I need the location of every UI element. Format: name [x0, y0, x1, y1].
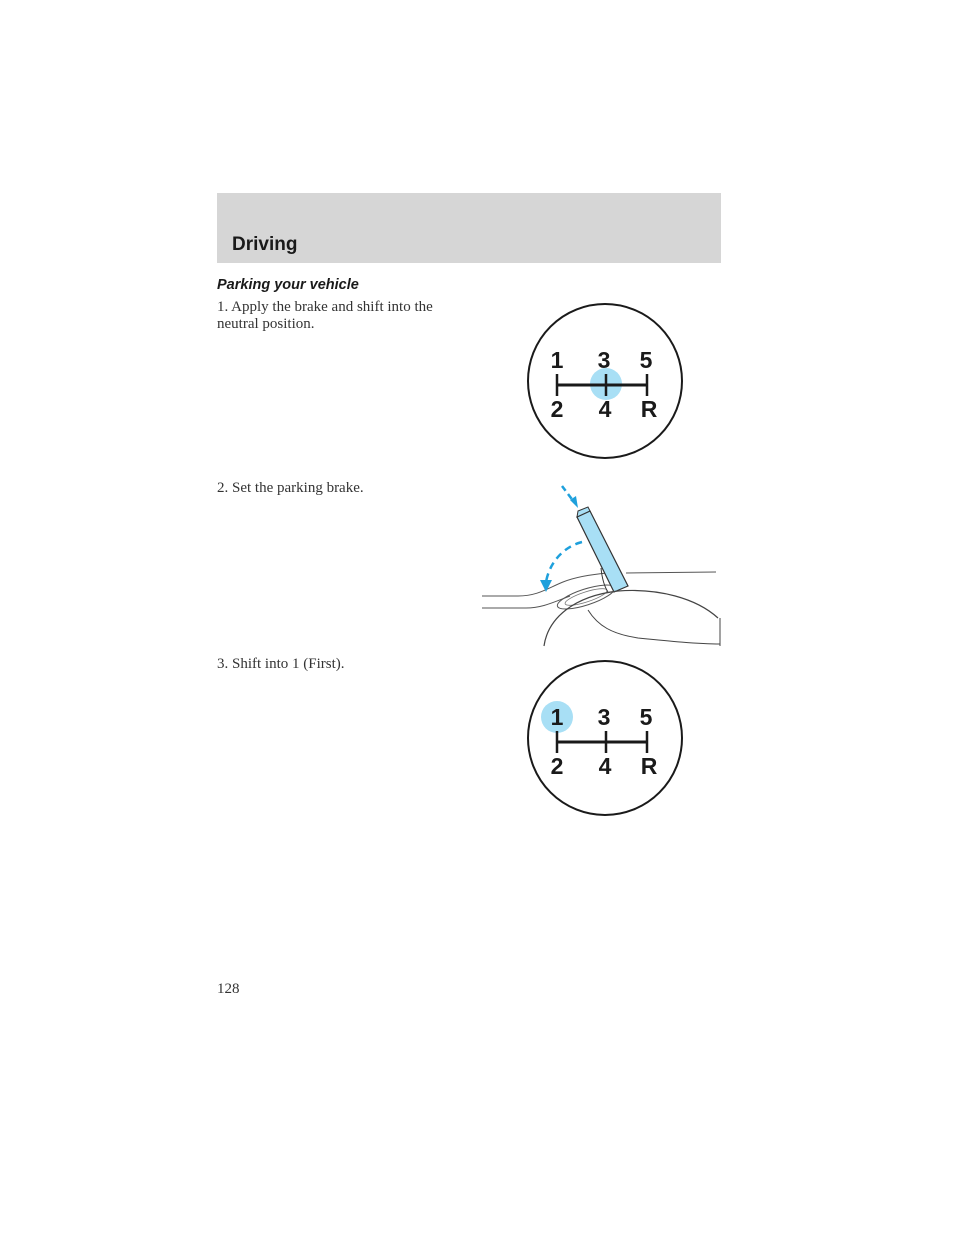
shift-pattern-first-gear-diagram — [520, 655, 690, 823]
step-1-text: 1. Apply the brake and shift into the neutral position. — [217, 299, 433, 332]
gear-label-2: 2 — [550, 396, 564, 422]
page-number: 128 — [217, 981, 240, 997]
lever-boot-slot — [555, 580, 617, 614]
gear-label-4: 4 — [598, 753, 612, 779]
gear-label-1: 1 — [550, 347, 564, 373]
section-title: Driving — [232, 234, 298, 255]
gear-label-1: 1 — [550, 704, 564, 730]
gear-label-3: 3 — [597, 347, 611, 373]
swing-arrow-shaft — [546, 542, 582, 582]
console-line — [482, 596, 570, 608]
gear-label-5: 5 — [639, 347, 653, 373]
gear-label-4: 4 — [598, 396, 612, 422]
section-header-band — [217, 193, 721, 263]
gear-label-3: 3 — [597, 704, 611, 730]
gear-label-5: 5 — [639, 704, 653, 730]
gear-label-2: 2 — [550, 753, 564, 779]
console-edge — [588, 610, 720, 644]
console-line — [626, 572, 716, 573]
swing-arrow-head — [540, 580, 552, 592]
step-3-text: 3. Shift into 1 (First). — [217, 656, 345, 672]
shift-pattern-neutral-diagram — [520, 298, 690, 466]
step-2-text: 2. Set the parking brake. — [217, 480, 364, 496]
gear-label-r: R — [640, 753, 658, 779]
parking-brake-illustration — [478, 478, 724, 650]
gear-label-r: R — [640, 396, 658, 422]
section-heading: Parking your vehicle — [217, 277, 359, 293]
